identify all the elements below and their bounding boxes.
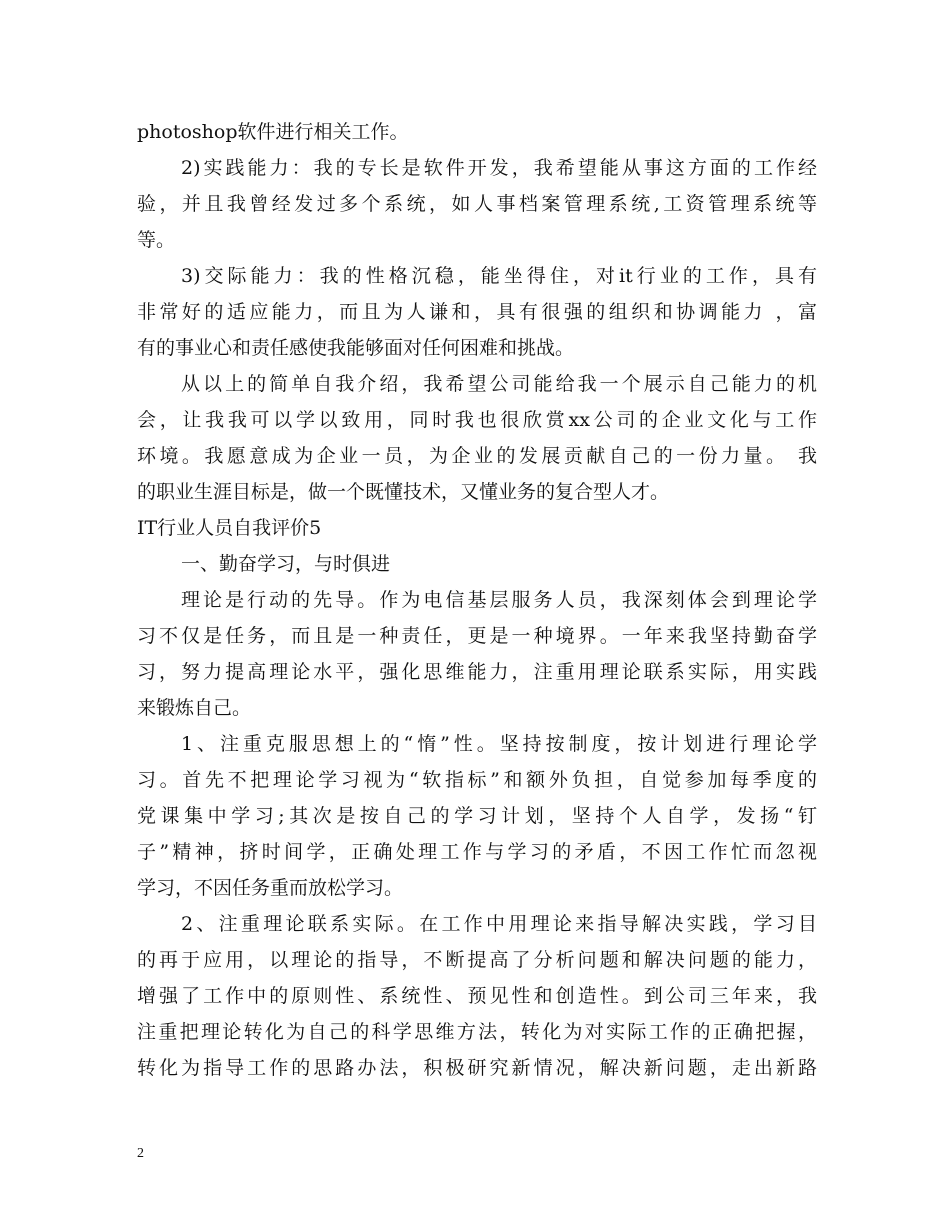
text-line: 的再于应用，以理论的指导，不断提高了分析问题和解决问题的能力， [137, 949, 817, 971]
text-line: 转化为指导工作的思路办法，积极研究新情况，解决新问题，走出新路 [137, 1057, 817, 1079]
text-line: 注重把理论转化为自己的科学思维方法，转化为对实际工作的正确把握， [137, 1021, 817, 1043]
text-line: 来锻炼自己。 [137, 697, 252, 719]
text-line: 习。首先不把理论学习视为“软指标”和额外负担，自觉参加每季度的 [137, 769, 817, 791]
document-body [137, 114, 817, 1086]
text-line: 1、注重克服思想上的“惰”性。坚持按制度，按计划进行理论学 [181, 733, 817, 755]
text-line: 验，并且我曾经发过多个系统，如人事档案管理系统,工资管理系统等 [137, 193, 817, 215]
text-line: 2、注重理论联系实际。在工作中用理论来指导解决实践，学习目 [181, 913, 817, 935]
text-line: 等。 [137, 229, 176, 251]
text-line: 从以上的简单自我介绍，我希望公司能给我一个展示自己能力的机 [181, 373, 817, 395]
text-line: 的职业生涯目标是，做一个既懂技术，又懂业务的复合型人才。 [137, 481, 670, 503]
text-line: IT行业人员自我评价5 [137, 517, 322, 539]
text-line: 2)实践能力：我的专长是软件开发，我希望能从事这方面的工作经 [181, 157, 817, 179]
text-line: 子”精神，挤时间学，正确处理工作与学习的矛盾，不因工作忙而忽视 [137, 841, 817, 863]
text-line: 党课集中学习;其次是按自己的学习计划，坚持个人自学，发扬“钉 [137, 805, 817, 827]
text-line: 3)交际能力：我的性格沉稳，能坐得住，对it行业的工作，具有 [181, 265, 817, 287]
text-line: 增强了工作中的原则性、系统性、预见性和创造性。到公司三年来，我 [137, 985, 817, 1007]
text-line: 习不仅是任务，而且是一种责任，更是一种境界。一年来我坚持勤奋学 [137, 625, 817, 647]
text-line: 非常好的适应能力，而且为人谦和，具有很强的组织和协调能力 ，富 [137, 301, 817, 323]
text-line: 会，让我我可以学以致用，同时我也很欣赏xx公司的企业文化与工作 [137, 409, 817, 431]
text-line: 一、勤奋学习，与时俱进 [181, 553, 391, 575]
text-line: 习，努力提高理论水平，强化思维能力，注重用理论联系实际，用实践 [137, 661, 817, 683]
text-line: 有的事业心和责任感使我能够面对任何困难和挑战。 [137, 337, 575, 359]
text-line: 学习，不因任务重而放松学习。 [137, 877, 404, 899]
text-line: 环境。我愿意成为企业一员，为企业的发展贡献自己的一份力量。 我 [137, 445, 817, 467]
page-number: 2 [137, 1146, 144, 1161]
text-line: 理论是行动的先导。作为电信基层服务人员，我深刻体会到理论学 [181, 589, 817, 611]
text-line: photoshop软件进行相关工作。 [137, 121, 409, 143]
